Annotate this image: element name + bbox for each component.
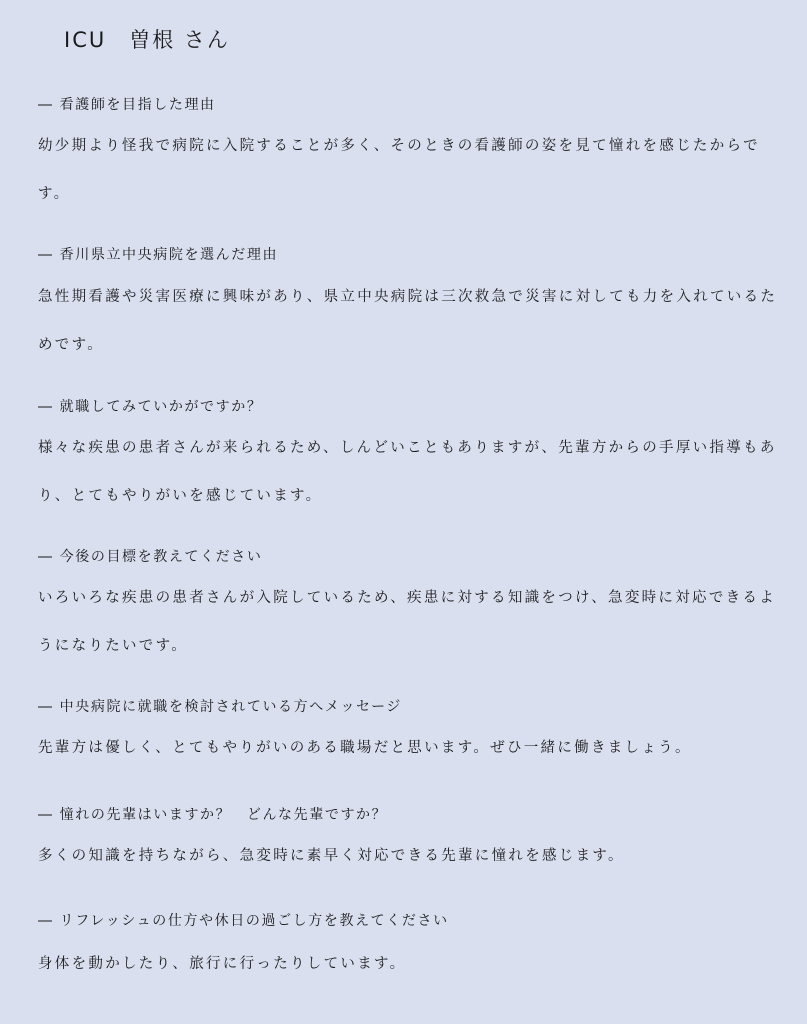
answer-text: 様々な疾患の患者さんが来られるため、しんどいこともありますが、先輩方からの手厚い指導もあり、とてもやりがいを感じています。 <box>38 440 777 504</box>
answer-text: 急性期看護や災害医療に興味があり、県立中央病院は三次救急で災害に対しても力を入れているためです。 <box>38 289 778 353</box>
question-heading: ― 看護師を目指した理由 <box>38 97 216 113</box>
answer-text: 先輩方は優しく、とてもやりがいのある職場だと思います。ぜひ一緒に働きましょう。 <box>38 740 692 756</box>
answer-text: 多くの知識を持ちながら、急変時に素早く対応できる先輩に憧れを感じます。 <box>38 848 625 864</box>
answer-text: 幼少期より怪我で病院に入院することが多く、そのときの看護師の姿を見て憧れを感じたからです。 <box>38 138 760 202</box>
page-title: ICU 曽根 さん <box>64 28 230 52</box>
question-heading: ― 就職してみていかがですか？ <box>38 399 263 415</box>
answer-text: 身体を動かしたり、旅行に行ったりしています。 <box>38 956 407 972</box>
question-heading: ― 憧れの先輩はいますか？ どんな先輩ですか？ <box>38 807 388 823</box>
question-heading: ― 香川県立中央病院を選んだ理由 <box>38 247 279 263</box>
answer-text: いろいろな疾患の患者さんが入院しているため、疾患に対する知識をつけ、急変時に対応できるようになりたいです。 <box>38 590 777 654</box>
question-heading: ― 今後の目標を教えてください <box>38 549 263 565</box>
question-heading: ― 中央病院に就職を検討されている方へメッセージ <box>38 699 403 715</box>
question-heading: ― リフレッシュの仕方や休日の過ごし方を教えてください <box>38 913 449 929</box>
